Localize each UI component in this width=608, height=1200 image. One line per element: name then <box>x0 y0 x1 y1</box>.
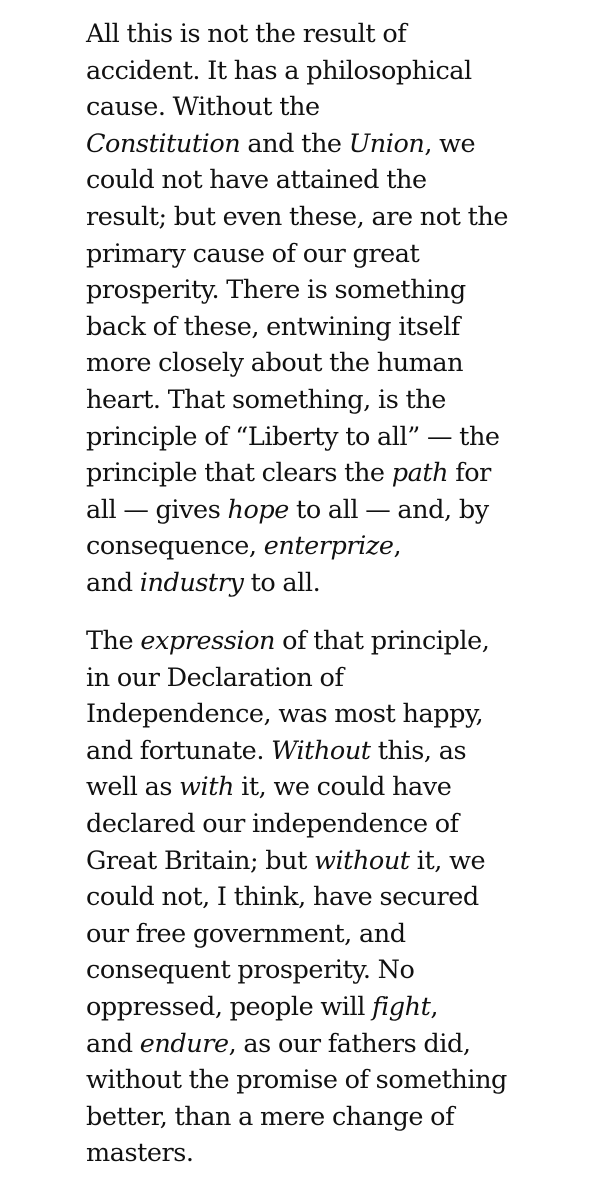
text-line <box>86 126 508 163</box>
text-segment: back of these, entwining itself <box>86 311 460 342</box>
text-segment: All this is not the result of <box>86 19 407 49</box>
text-segment: it, we could have <box>234 772 452 803</box>
italic-text: without <box>314 845 410 876</box>
text-line <box>86 345 508 382</box>
text-segment: primary cause of our great <box>86 238 420 269</box>
text-line <box>86 1026 507 1063</box>
text-segment: , <box>393 531 402 562</box>
text-line <box>86 236 508 273</box>
text-segment: of that principle, <box>275 626 490 656</box>
text-segment: masters. <box>86 1138 194 1169</box>
text-segment: , <box>430 991 439 1022</box>
text-segment: it, we <box>409 845 486 876</box>
text-line <box>86 565 508 602</box>
text-segment: Independence, was most happy, <box>86 699 484 730</box>
text-line <box>86 952 507 989</box>
text-line <box>86 492 508 529</box>
italic-text: hope <box>227 494 289 525</box>
text-segment: consequent prosperity. No <box>86 955 415 986</box>
text-segment: heart. That something, is the <box>86 384 446 415</box>
text-segment: better, than a mere change of <box>86 1101 455 1132</box>
italic-text: with <box>179 772 234 803</box>
text-segment: more closely about the human <box>86 348 464 379</box>
text-segment: for <box>448 458 491 489</box>
text-line <box>86 199 508 236</box>
text-line <box>86 769 507 806</box>
text-line <box>86 1135 507 1172</box>
text-segment: and <box>86 1028 140 1059</box>
text-segment: this, as <box>370 735 467 766</box>
text-segment: could not have attained the <box>86 165 427 196</box>
text-line <box>86 916 507 953</box>
text-segment: and the <box>240 128 349 159</box>
text-segment: all — gives <box>86 494 228 525</box>
text-segment: , as our fathers did, <box>228 1028 471 1059</box>
text-line <box>86 660 507 697</box>
text-segment: prosperity. There is something <box>86 275 466 306</box>
text-line <box>86 89 508 126</box>
text-segment: principle of “Liberty to all” — the <box>86 421 500 452</box>
text-segment: accident. It has a philosophical <box>86 55 472 86</box>
text-segment: and fortunate. <box>86 735 272 766</box>
text-segment: declared our independence of <box>86 808 459 839</box>
text-segment: cause. Without the <box>86 92 320 123</box>
text-line <box>86 989 507 1026</box>
text-segment: to all. <box>243 567 321 598</box>
text-line <box>86 419 508 456</box>
text-segment: our free government, and <box>86 918 406 949</box>
text-segment: to all — and, by <box>288 494 489 525</box>
text-segment: consequence, <box>86 531 264 562</box>
text-line <box>86 623 507 660</box>
italic-text: endure <box>139 1028 229 1059</box>
text-segment: well as <box>86 772 180 803</box>
paragraph-1 <box>86 16 508 602</box>
text-line <box>86 16 508 53</box>
text-segment: could not, I think, have secured <box>86 882 479 913</box>
text-segment: oppressed, people will <box>86 991 373 1022</box>
text-segment: without the promise of something <box>86 1065 507 1096</box>
italic-text: path <box>391 458 449 489</box>
text-segment: result; but even these, are not the <box>86 201 508 232</box>
text-line <box>86 162 508 199</box>
text-segment: Great Britain; but <box>86 845 315 876</box>
text-line <box>86 1062 507 1099</box>
italic-text: Without <box>271 735 371 766</box>
text-line <box>86 272 508 309</box>
text-segment: principle that clears the <box>86 458 392 489</box>
italic-text: Constitution <box>86 128 241 159</box>
text-line <box>86 53 508 90</box>
italic-text: expression <box>140 626 276 656</box>
text-line <box>86 382 508 419</box>
text-line <box>86 879 507 916</box>
text-line <box>86 733 507 770</box>
text-segment: in our Declaration of <box>86 662 344 693</box>
italic-text: industry <box>139 567 244 598</box>
text-segment: and <box>86 567 140 598</box>
text-line <box>86 843 507 880</box>
text-line <box>86 696 507 733</box>
italic-text: Union <box>348 128 425 159</box>
text-line <box>86 1099 507 1136</box>
paragraph-2 <box>86 623 507 1172</box>
text-line <box>86 455 508 492</box>
text-line <box>86 309 508 346</box>
text-line <box>86 528 508 565</box>
italic-text: enterprize <box>263 531 394 562</box>
text-segment: The <box>86 626 141 656</box>
text-line <box>86 806 507 843</box>
text-segment: , we <box>424 128 476 159</box>
italic-text: fight <box>372 991 431 1022</box>
